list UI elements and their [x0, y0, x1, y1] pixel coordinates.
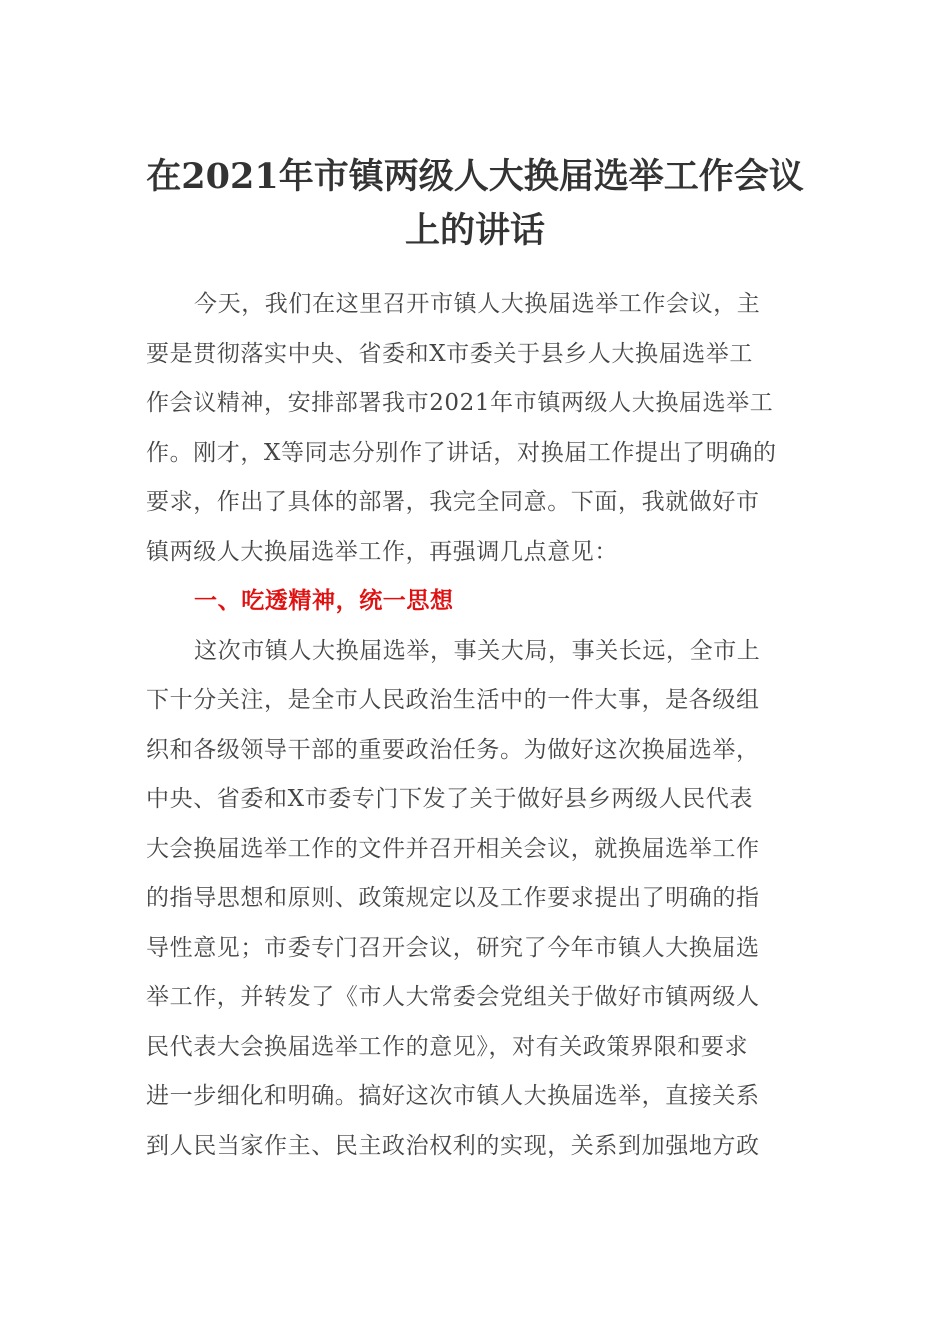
title-line-1: 在2021年市镇两级人大换届选举工作会议	[146, 156, 804, 197]
text-line: 下十分关注，是全市人民政治生活中的一件大事，是各级组	[146, 687, 760, 713]
text-line: 今天，我们在这里召开市镇人大换届选举工作会议，主	[194, 291, 761, 317]
text-line: 要求，作出了具体的部署，我完全同意。下面，我就做好市	[146, 489, 760, 515]
text-line: 要是贯彻落实中央、省委和X市委关于县乡人大换届选举工	[146, 340, 753, 367]
text-line: 导性意见；市委专门召开会议，研究了今年市镇人大换届选	[146, 934, 760, 961]
paragraph-section-1	[146, 627, 806, 1172]
text-line: 织和各级领导干部的重要政治任务。为做好这次换届选举，	[146, 736, 760, 763]
text-line: 镇两级人大换届选举工作，再强调几点意见：	[146, 538, 618, 565]
title-line-2: 上的讲话	[404, 210, 545, 251]
text-line: 中央、省委和X市委专门下发了关于做好县乡两级人民代表	[146, 786, 753, 812]
section-heading-1: 一、吃透精神，统一思想	[194, 588, 454, 614]
document-title	[120, 150, 830, 258]
text-line: 作会议精神，安排部署我市2021年市镇两级人大换届选举工	[146, 390, 774, 416]
text-line: 大会换届选举工作的文件并召开相关会议，就换届选举工作	[146, 835, 760, 862]
paragraph-intro	[146, 280, 806, 577]
text-line: 到人民当家作主、民主政治权利的实现，关系到加强地方政	[146, 1132, 760, 1159]
text-line: 的指导思想和原则、政策规定以及工作要求提出了明确的指	[146, 885, 760, 911]
text-line: 举工作，并转发了《市人大常委会党组关于做好市镇两级人	[146, 984, 760, 1010]
text-line: 民代表大会换届选举工作的意见》，对有关政策界限和要求	[146, 1033, 749, 1060]
text-line: 作。刚才，X等同志分别作了讲话，对换届工作提出了明确的	[146, 439, 777, 466]
document-body	[146, 280, 806, 1171]
text-line: 进一步细化和明确。搞好这次市镇人大换届选举，直接关系	[146, 1083, 760, 1109]
text-line: 这次市镇人大换届选举，事关大局，事关长远，全市上	[194, 637, 761, 664]
